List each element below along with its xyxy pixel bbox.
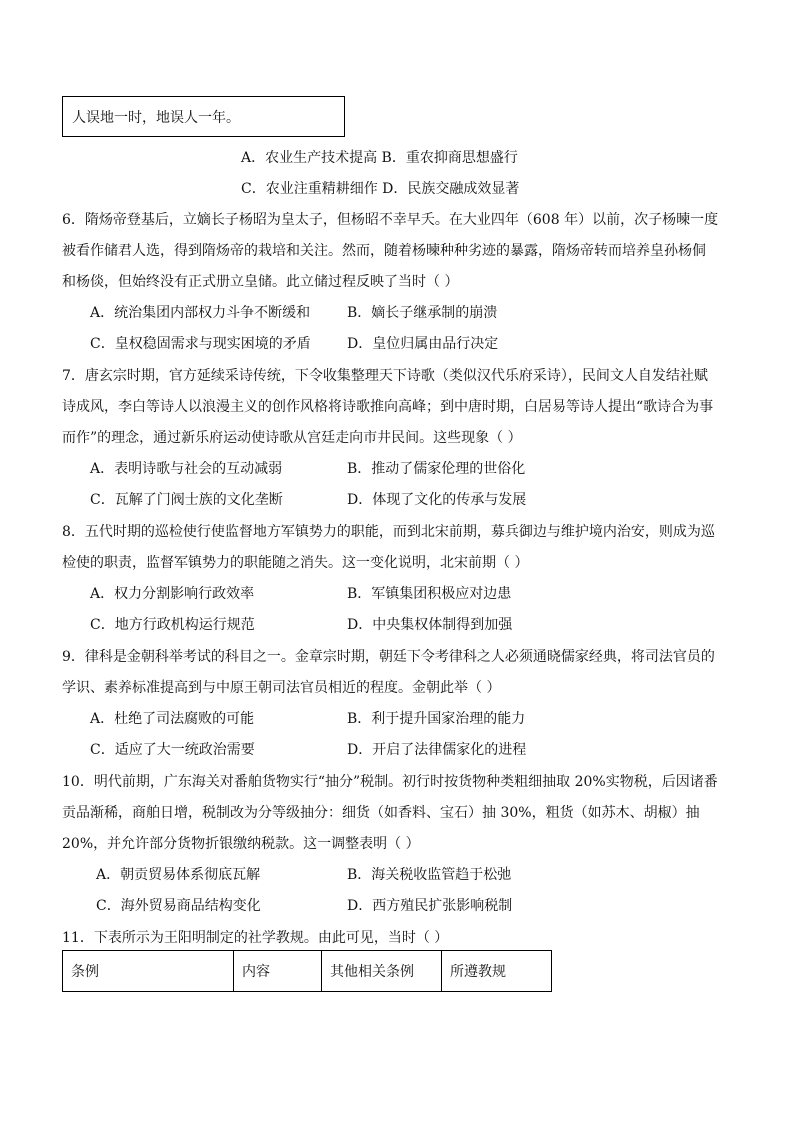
rules-table xyxy=(62,950,552,992)
q8-option-b: B．军镇集团积极应对边患 xyxy=(347,586,512,602)
q10-stem-line2: 贡品渐稀，商舶日增，税制改为分等级抽分：细货（如香料、宝石）抽 30%，粗货（如苏木、胡椒）抽 xyxy=(62,805,700,821)
q6-option-a: A．统治集团内部权力斗争不断缓和 xyxy=(90,305,311,321)
q9-option-d: D．开启了法律儒家化的进程 xyxy=(347,742,527,758)
q8-option-d: D．中央集权体制得到加强 xyxy=(347,617,513,633)
q9-stem-line2: 学识、素养标准提高到与中原王朝司法官员相近的程度。金朝此举（ ） xyxy=(62,680,501,696)
quote-text: 人误地一时，地误人一年。 xyxy=(72,110,240,126)
q7-option-d: D．体现了文化的传承与发展 xyxy=(347,492,527,508)
q8-option-c: C．地方行政机构运行规范 xyxy=(90,617,255,633)
table-header-row xyxy=(63,951,552,992)
q6-stem-line3: 和杨倓，但始终没有正式册立皇储。此立储过程反映了当时（ ） xyxy=(62,274,459,290)
q10-option-a: A．朝贡贸易体系彻底瓦解 xyxy=(96,867,261,883)
q7-option-b: B．推动了儒家伦理的世俗化 xyxy=(347,461,526,477)
q9-option-b: B．利于提升国家治理的能力 xyxy=(347,711,526,727)
table-header-cell: 条例 xyxy=(63,951,234,992)
table-header-cell: 内容 xyxy=(234,951,322,992)
q6-stem-line2: 被看作储君人选，得到隋炀帝的栽培和关注。然而，随着杨暕种种劣迹的暴露，隋炀帝转而培养皇孙杨侗 xyxy=(62,243,706,259)
q8-stem-line1: 8．五代时期的巡检使行使监督地方军镇势力的职能，而到北宋前期，募兵御边与维护境内治安，则成为巡 xyxy=(62,524,715,540)
table-header-cell: 所遵教规 xyxy=(442,951,552,992)
q6-option-c: C．皇权稳固需求与现实困境的矛盾 xyxy=(90,336,311,352)
q10-option-d: D．西方殖民扩张影响税制 xyxy=(347,898,513,914)
q10-stem-line1: 10．明代前期，广东海关对番舶货物实行“抽分”税制。初行时按货物种类粗细抽取 20%实物税，后因诸番 xyxy=(62,774,718,790)
q10-option-b: B．海关税收监管趋于松弛 xyxy=(347,867,512,883)
quote-box xyxy=(62,96,345,137)
q5-options-row1: A．农业生产技术提高 B．重农抑商思想盛行 xyxy=(241,150,518,166)
q10-stem-line3: 20%，并允许部分货物折银缴纳税款。这一调整表明（ ） xyxy=(62,836,420,852)
q7-stem-line2: 诗成风，李白等诗人以浪漫主义的创作风格将诗歌推向高峰；到中唐时期，白居易等诗人提出“歌诗合为事 xyxy=(62,399,714,415)
q7-option-a: A．表明诗歌与社会的互动减弱 xyxy=(90,461,283,477)
q11-stem: 11．下表所示为王阳明制定的社学教规。由此可见，当时（ ） xyxy=(62,930,449,946)
q9-option-a: A．杜绝了司法腐败的可能 xyxy=(90,711,255,727)
q6-option-b: B．嫡长子继承制的崩溃 xyxy=(347,305,498,321)
q9-stem-line1: 9．律科是金朝科举考试的科目之一。金章宗时期，朝廷下令考律科之人必须通晓儒家经典，将司法官员的 xyxy=(62,649,715,665)
q10-option-c: C．海外贸易商品结构变化 xyxy=(96,898,261,914)
q7-stem-line1: 7．唐玄宗时期，官方延续采诗传统，下令收集整理天下诗歌（类似汉代乐府采诗），民间文人自发结社赋 xyxy=(62,368,708,384)
q6-option-d: D．皇位归属由品行决定 xyxy=(347,336,499,352)
q8-stem-line2: 检使的职责，监督军镇势力的职能随之消失。这一变化说明，北宋前期（ ） xyxy=(62,555,529,571)
q7-stem-line3: 而作”的理念，通过新乐府运动使诗歌从宫廷走向市井民间。这些现象（ ） xyxy=(62,430,522,446)
q8-option-a: A．权力分割影响行政效率 xyxy=(90,586,255,602)
table-header-cell: 其他相关条例 xyxy=(322,951,442,992)
q5-options-row2: C．农业注重精耕细作 D．民族交融成效显著 xyxy=(241,181,520,197)
q6-stem-line1: 6．隋炀帝登基后，立嫡长子杨昭为皇太子，但杨昭不幸早夭。在大业四年（608 年）以前，次子杨暕一度 xyxy=(62,212,719,228)
q9-option-c: C．适应了大一统政治需要 xyxy=(90,742,255,758)
q7-option-c: C．瓦解了门阀士族的文化垄断 xyxy=(90,492,283,508)
